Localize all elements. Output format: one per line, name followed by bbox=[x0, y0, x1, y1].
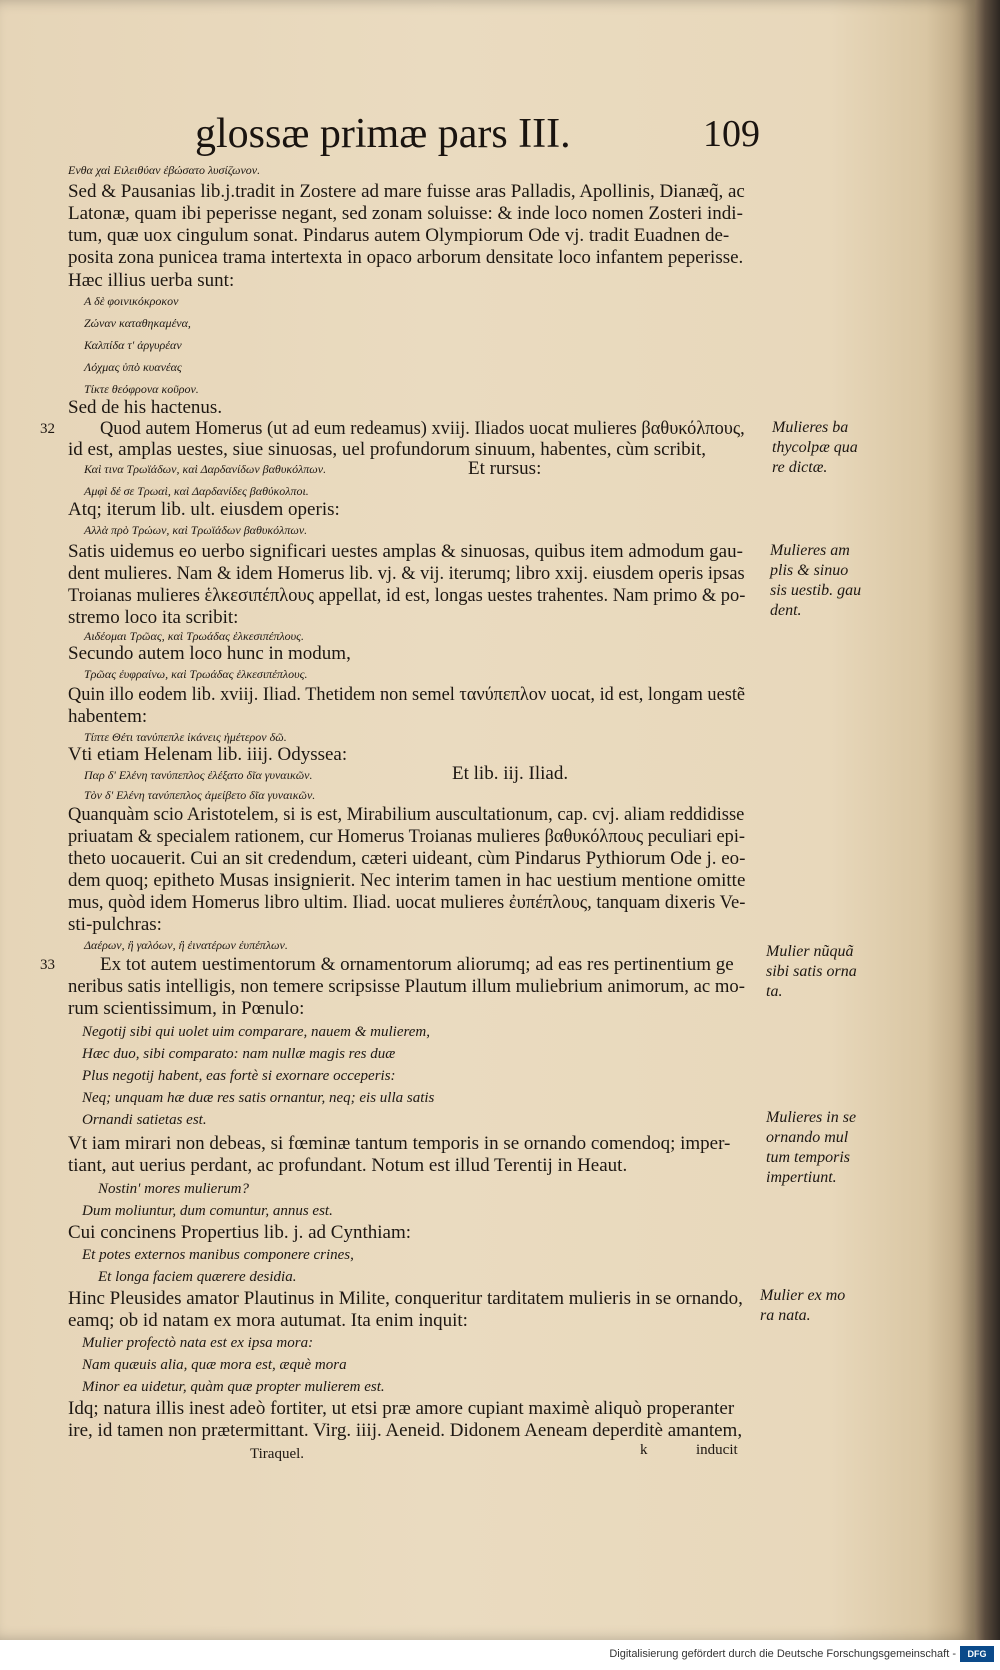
greek-quote-line: Τίπτε Θέτι τανύπεπλε ἱκάνεις ἡμέτερον δῶ. bbox=[84, 730, 287, 744]
latin-verse-line: Nam quæuis alia, quæ mora est, æquè mora bbox=[82, 1357, 347, 1373]
latin-verse-line: Dum moliuntur, dum comuntur, annus est. bbox=[82, 1203, 333, 1219]
text-line: rum scientissimum, in Pœnulo: bbox=[68, 998, 305, 1019]
greek-quote-line: Ενθα χαὶ Ειλειθύαν ἐβώσατο λυσίζωνον. bbox=[68, 163, 261, 177]
greek-quote-line: Λόχμας ὑπὸ κυανέας bbox=[84, 360, 182, 374]
latin-verse-line: Negotij sibi qui uolet uim comparare, nauem & mulierem, bbox=[82, 1024, 431, 1040]
text-line: Sed de his hactenus. bbox=[68, 397, 223, 418]
text-line: Idq; natura illis inest adeò fortiter, ut etsi præ amore cupiant maximè aliquò properanter bbox=[68, 1398, 735, 1419]
text-line: Et rursus: bbox=[468, 458, 542, 479]
latin-verse-line: Plus negotij habent, eas fortè si exornare occeperis: bbox=[82, 1068, 396, 1084]
text-line: ire, id tamen non prætermittant. Virg. iiij. Aeneid. Didonem Aeneam deperditè amantem, bbox=[68, 1420, 743, 1441]
latin-verse-line: Hæc duo, sibi comparato: nam nullæ magis res duæ bbox=[82, 1046, 396, 1062]
chapter-number: 32 bbox=[40, 421, 55, 437]
text-line: Atq; iterum lib. ult. eiusdem operis: bbox=[68, 499, 340, 520]
signature-mark: inducit bbox=[696, 1442, 738, 1458]
running-header-title: glossæ primæ pars III. bbox=[195, 111, 571, 157]
text-line: Vti etiam Helenam lib. iiij. Odyssea: bbox=[68, 744, 348, 765]
latin-verse-line: Neq; unquam hæ duæ res satis ornantur, neq; eis ulla satis bbox=[82, 1090, 435, 1106]
greek-quote-line: Δαέρων, ἢ γαλόων, ἢ ἐινατέρων ἐυπέπλων. bbox=[84, 938, 288, 952]
greek-quote-line: Αμφὶ δέ σε Τρωαὶ, καὶ Δαρδανίδες βαθύκολποι. bbox=[84, 484, 309, 498]
text-line: Satis uidemus eo uerbo significari uestes amplas & sinuosas, quibus item admodum gau- bbox=[68, 541, 743, 562]
margin-note-line: Mulier nũquã bbox=[766, 943, 854, 960]
margin-note-line: sis uestib. gau bbox=[770, 582, 862, 599]
signature-mark: k bbox=[640, 1442, 648, 1458]
text-line: Quanquàm scio Aristotelem, si is est, Mirabilium auscultationum, cap. cvj. aliam reddidisse bbox=[68, 804, 745, 825]
greek-quote-line: Τρῶας ἐυφραίνω, καὶ Τρωάδας ἑλκεσιπέπλους. bbox=[84, 667, 308, 681]
latin-verse-line: Nostin' mores mulierum? bbox=[98, 1181, 249, 1197]
margin-note-line: re dictæ. bbox=[772, 459, 828, 476]
text-line: tum, quæ uox cingulum sonat. Pindarus autem Olympiorum Ode vj. tradit Euadnen de- bbox=[68, 225, 730, 246]
text-line: sti-pulchras: bbox=[68, 914, 162, 935]
latin-verse-line: Et potes externos manibus componere crines, bbox=[82, 1247, 354, 1263]
margin-note-line: plis & sinuo bbox=[770, 562, 849, 579]
margin-note-line: tum temporis bbox=[766, 1149, 850, 1166]
margin-note-line: thycolpæ qua bbox=[772, 439, 858, 456]
margin-note-line: impertiunt. bbox=[766, 1169, 837, 1186]
text-line: Hæc illius uerba sunt: bbox=[68, 270, 235, 291]
margin-note bbox=[766, 942, 857, 1002]
greek-quote-line: Τίκτε θεόφρονα κοῦρον. bbox=[84, 382, 199, 396]
text-line: Latonæ, quam ibi peperisse negant, sed zonam soluisse: & inde loco nomen Zosteri indi- bbox=[68, 203, 743, 224]
text-line: priuatam & specialem rationem, cur Homerus Troianas mulieres βαθυκόλπους peculiari epi- bbox=[68, 826, 746, 847]
margin-note-line: ta. bbox=[766, 983, 783, 1000]
margin-note-line: Mulieres in se bbox=[766, 1109, 857, 1126]
margin-note-line: Mulieres am bbox=[770, 542, 850, 559]
text-line: Quin illo eodem lib. xviij. Iliad. Thetidem non semel τανύπεπλον uocat, id est, longam uestẽ bbox=[68, 684, 746, 705]
text-line: neribus satis intelligis, non temere scripsisse Plautum illum muliebrium animorum, ac mo- bbox=[68, 976, 745, 997]
greek-quote-line: Παρ δ' Ελένη τανύπεπλος ἐλέξατο δῖα γυναικῶν. bbox=[84, 768, 313, 782]
text-line: posita zona punicea trama intertexta in opaco arborum densitate loco infantem peperisse. bbox=[68, 247, 744, 268]
text-line: Quod autem Homerus (ut ad eum redeamus) xviij. Iliados uocat mulieres βαθυκόλπους, bbox=[100, 418, 745, 439]
text-line: eamq; ob id natam ex mora autumat. Ita enim inquit: bbox=[68, 1310, 468, 1331]
text-line: Vt iam mirari non debeas, si fœminæ tantum temporis in se ornando comendoq; imper- bbox=[68, 1133, 731, 1154]
greek-quote-line: Τὸν δ' Ελένη τανύπεπλος ἀμείβετο δῖα γυναικῶν. bbox=[84, 788, 316, 802]
margin-note bbox=[760, 1286, 845, 1326]
text-line: mus, quòd idem Homerus libro ultim. Iliad. uocat mulieres ἐυπέπλους, tanquam dixeris Ve- bbox=[68, 892, 746, 913]
text-line: Cui concinens Propertius lib. j. ad Cynthiam: bbox=[68, 1222, 412, 1243]
text-line: Et lib. iij. Iliad. bbox=[452, 763, 569, 784]
margin-note-line: Mulieres ba bbox=[772, 419, 849, 436]
greek-quote-line: Καὶ τινα Τρωϊάδων, καὶ Δαρδανίδων βαθυκόλπων. bbox=[84, 462, 327, 476]
text-line: Troianas mulieres ἑλκεσιπέπλους appellat, id est, longas uestes trahentes. Nam primo & po- bbox=[68, 585, 746, 606]
margin-note bbox=[766, 1108, 856, 1188]
margin-note bbox=[772, 418, 858, 478]
greek-quote-line: Ζώναν καταθηκαμένα, bbox=[84, 316, 191, 330]
latin-verse-line: Ornandi satietas est. bbox=[82, 1112, 207, 1128]
latin-verse-line: Minor ea uidetur, quàm quæ propter mulierem est. bbox=[82, 1379, 385, 1395]
greek-quote-line: Αλλὰ πρὸ Τρώων, καὶ Τρωϊάδων βαθυκόλπων. bbox=[84, 523, 308, 537]
page-edge bbox=[975, 0, 1000, 1640]
text-line: theto uocauerit. Cui an sit credendum, cæteri uideant, cùm Pindarus Pythiorum Ode j. eo- bbox=[68, 848, 746, 869]
text-line: Hinc Pleusides amator Plautinus in Milite, conqueritur tarditatem mulieris in se ornando, bbox=[68, 1288, 743, 1309]
text-line: Sed & Pausanias lib.j.tradit in Zostere ad mare fuisse aras Palladis, Apollinis, Dianæq̃, ac bbox=[68, 181, 745, 202]
text-line: dem quoq; epitheto Musas insignierit. Nec interim tamen in hac uestium mentione omitte bbox=[68, 870, 746, 891]
text-line: habentem: bbox=[68, 706, 148, 727]
text-line: Ex tot autem uestimentorum & ornamentorum aliorumq; ad eas res pertinentium ge bbox=[100, 954, 734, 975]
text-line: Secundo autem loco hunc in modum, bbox=[68, 643, 351, 664]
text-line: stremo loco ita scribit: bbox=[68, 607, 239, 628]
margin-note-line: sibi satis orna bbox=[766, 963, 857, 980]
text-line: dent mulieres. Nam & idem Homerus lib. vj. & vij. iterumq; libro xxij. eiusdem operis ipsas bbox=[68, 563, 745, 584]
latin-verse-line: Mulier profectò nata est ex ipsa mora: bbox=[82, 1335, 314, 1351]
footer-credit: Digitalisierung gefördert durch die Deutsche Forschungsgemeinschaft - bbox=[609, 1648, 956, 1660]
greek-quote-line: Αιδέομαι Τρῶας, καὶ Τρωάδας ἑλκεσιπέπλους. bbox=[84, 629, 305, 643]
footer-bar bbox=[0, 1640, 1000, 1670]
margin-note-line: ornando mul bbox=[766, 1129, 849, 1146]
latin-verse-line: Et longa faciem quærere desidia. bbox=[98, 1269, 297, 1285]
margin-note-line: dent. bbox=[770, 602, 802, 619]
signature-mark: Tiraquel. bbox=[250, 1446, 305, 1462]
dfg-logo: DFG bbox=[960, 1646, 994, 1662]
page-number: 109 bbox=[703, 113, 760, 155]
greek-quote-line: Καλπίδα τ' ἀργυρέαν bbox=[84, 338, 182, 352]
margin-note-line: ra nata. bbox=[760, 1307, 811, 1324]
greek-quote-line: Α δὲ φοινικόκροκον bbox=[84, 294, 179, 308]
chapter-number: 33 bbox=[40, 957, 55, 973]
text-line: tiant, aut uerius perdant, ac profundant. Notum est illud Terentij in Heaut. bbox=[68, 1155, 628, 1176]
text-line: id est, amplas uestes, siue sinuosas, uel profundorum sinuum, habentes, cùm scribit, bbox=[68, 439, 706, 460]
margin-note bbox=[770, 541, 861, 621]
margin-note-line: Mulier ex mo bbox=[760, 1287, 846, 1304]
